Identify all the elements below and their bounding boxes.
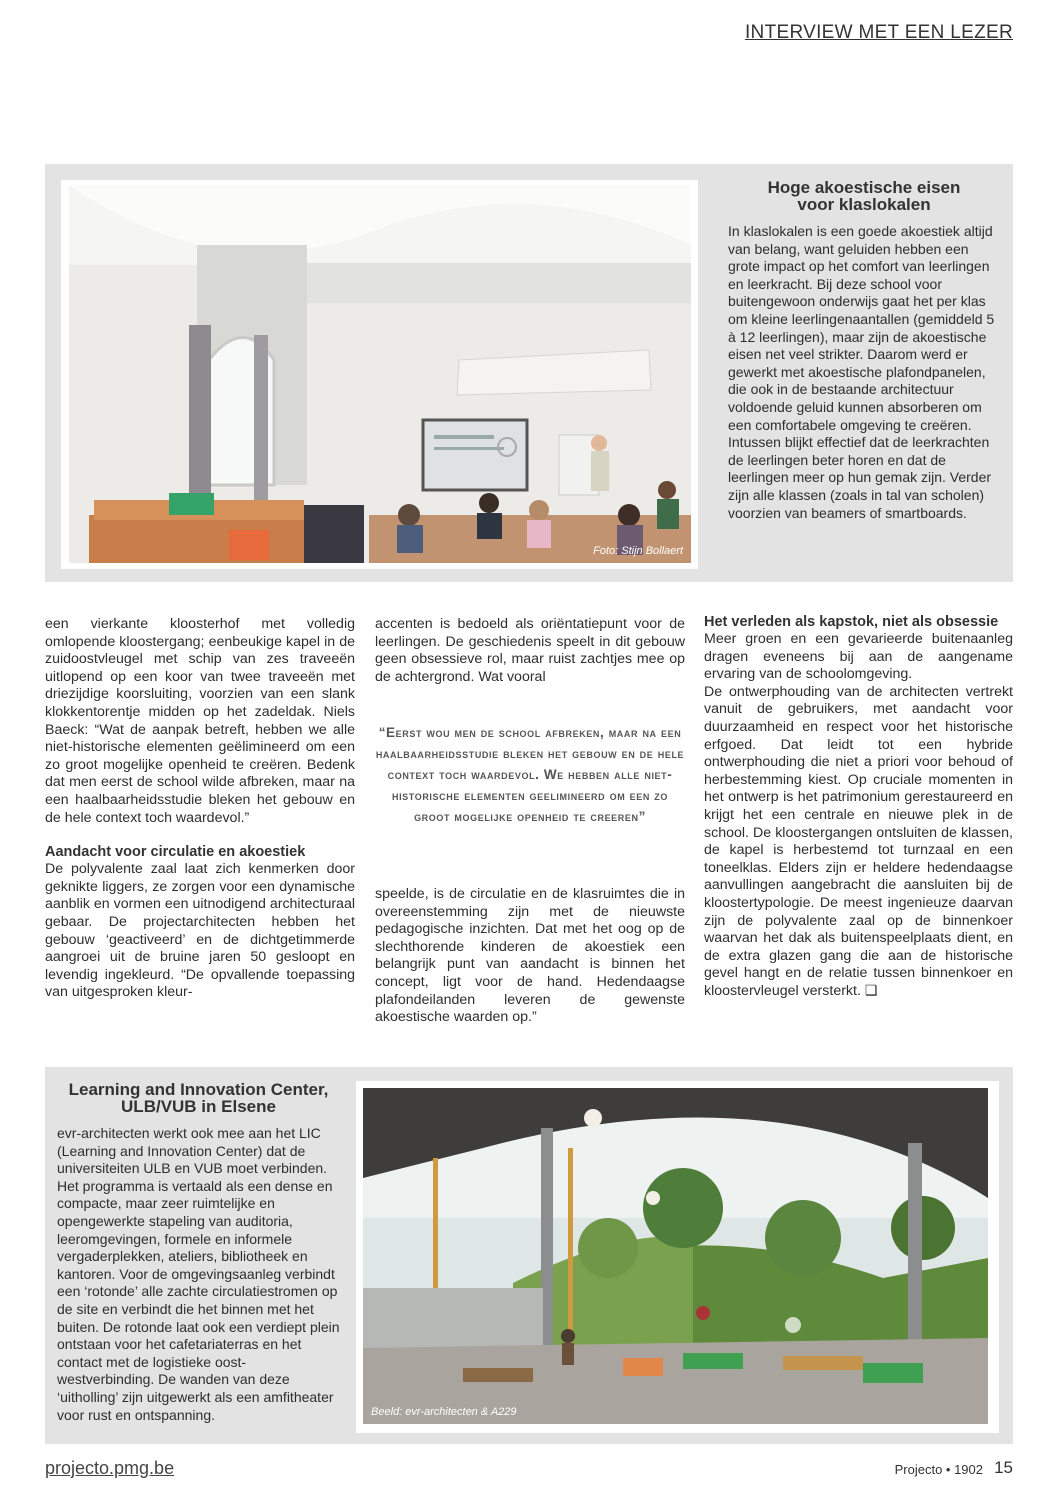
acoustics-box-title [728,179,1000,213]
acoustics-title-line-1: Hoge akoestische eisen [767,178,961,197]
photo-credit: Foto: Stijn Bollaert [593,545,683,557]
column-3-paragraph-2 [704,684,1013,1001]
circulation-heading: Aandacht voor circulatie en akoestiek [45,844,306,861]
page-number: 15 [994,1458,1013,1477]
end-mark: ❑ [864,982,878,999]
acoustics-title-line-2: voor klaslokalen [797,195,931,214]
classroom-photo [69,185,691,563]
lic-rendering-frame [356,1081,999,1433]
column-3 [704,614,1013,1000]
lic-title-line-2: ULB/VUB in Elsene [121,1097,276,1116]
column-2-paragraph-1: accenten is bedoeld als oriëntatiepunt voor de leerlingen. De geschiedenis speelt in dit gebouw geen obsessieve rol, maar ruist zachtjes mee op de achtergrond. Wat vooral [375,616,685,685]
past-heading: Het verleden als kapstok, niet als obsessie [704,614,999,630]
column-3-paragraph-2-text: De ontwerphouding van de architecten vertrekt vanuit de gebruikers, met aandacht voor duurzaamheid en respect voor het historische erfgoed. Dat leidt tot een hybride ontwerphouding die niet a priori voor behoud of herbestemming kiest. Op cruciale momenten in het ontwerp is het patrimonium gerestaureerd en krijgt het een centrale en nieuwe plek in de school. De kloostergangen ontsluiten de klassen, de kapel is herbestemd tot turnzaal en een toneelklas. Elders zijn er heldere hedendaagse aanvullingen aangebracht die aansluiten bij de kloostertypologie. De meest ingenieuze daarvan zijn de polyvalente zaal op de binnenkoer waarvan het dak als buitenspeelplaats dient, en de extra glazen gang die aan de historische gevel hangt en de relatie tussen binnenkoer en kloostervleugel versterkt. [704,683,1013,999]
column-1-paragraph-2: De polyvalente zaal laat zich kenmerken door geknikte liggers, ze zorgen voor een dynamische aanblik en vormen een uitnodigend architecturaal gebaar. De projectarchitecten hebben het gebouw ‘geactiveerd’ en de dichtgetimmerde aangroei uit de bruine jaren 50 gesloopt en levendig ingekleurd. “De opvallende toepassing van uitgesproken kleur- [45,861,355,1001]
classroom-photo-frame [61,180,698,569]
magazine-issue: Projecto • 1902 [894,1462,983,1477]
bottom-feature-panel [45,1067,1013,1444]
lic-title-line-1: Learning and Innovation Center, [68,1080,329,1099]
lic-rendering [363,1088,988,1424]
column-2-paragraph-2: speelde, is de circulatie en de klasruimtes die in overeenstemming zijn met de nieuwste pedagogische inzichten. Dat met het oog op de slechthorende kinderen de akoestiek een belangrijk punt van aandacht is binnen het concept, ligt voor de hand. Hedendaagse plafondeilanden leveren de gewenste akoestische waarden op.” [375,886,685,1026]
website-link[interactable]: projecto.pmg.be [45,1458,175,1478]
column-1 [45,616,355,1002]
lic-box-title [57,1081,340,1115]
rendering-credit: Beeld: evr-architecten & A229 [371,1406,517,1418]
lic-box-text: evr-architecten werkt ook mee aan het LIC (Learning and Innovation Center) dat de universiteiten ULB en VUB moet verbinden. Het programma is vertaald als een dense en compacte, maar zeer ruimtelijke en opengewerkte stapeling van auditoria, leeromgevingen, formele en informele vergaderplekken, ateliers, bibliotheek en kantoren. Voor de omgevingsaanleg verbindt een ‘rotonde’ alle zachte circulatiestromen op de site en verbindt die het binnen met het buiten. De rotonde laat ook een verdiept plein ontstaan voor het cafetariaterras en het contact met de logistieke oost-westverbinding. De wanden van deze ‘uitholling’ zijn uitgewerkt als een amfitheater voor rust en ontspanning. [57,1125,340,1423]
acoustics-box-text: In klaslokalen is een goede akoestiek altijd van belang, want geluiden hebben een grote impact op het comfort van leerlingen en leerkracht. Bij deze school voor buitengewoon onderwijs gaat het per klas om kleine leerlingenaantallen (gemiddeld 5 à 12 leerlingen), maar zijn de akoestische eisen net veel strikter. Daarom werd er gewerkt met akoestische plafondpanelen, die ook in de bestaande architectuur voldoende geluid kunnen absorberen om een comfortabele omgeving te creëren. Intussen blijkt effectief dat de leerkrachten de leerlingen beter horen en dat de leerlingen meer op hun gemak zijn. Verder zijn alle klassen (zoals in tal van scholen) voorzien van beamers of smartboards. [728,223,995,521]
column-3-paragraph-1: Meer groen en een gevarieerde buitenaanleg dragen eveneens bij aan de aangename ervaring van de schoolomgeving. [704,631,1013,683]
section-header: INTERVIEW MET EEN LEZER [744,22,1013,43]
acoustics-box [728,179,1000,522]
column-2-lower [375,886,685,1027]
column-2 [375,616,685,686]
top-feature-panel [45,164,1013,582]
column-1-paragraph-1: een vierkante kloosterhof met volledig omlopende kloostergang; eenbeukige kapel in de zuidoostvleugel met schip van zes traveeën uitlopend op een koor van twee traveeën met driezijdige koorsluiting, voorzien van een slank klokkentorentje midden op het zadeldak. Niels Baeck: “Wat de aanpak betreft, hebben we alle niet-historische elementen geëlimineerd om een zo groot mogelijke openheid te creëren. Bedenk dat men eerst de school wilde afbreken, maar na een haalbaarheidsstudie bleken het gebouw en de hele context toch waardevol.” [45,616,355,826]
lic-box [57,1081,340,1424]
pull-quote: “Eerst wou men de school afbreken, maar na een haalbaarheidsstudie bleken het gebouw en de hele context toch waardevol. We hebben alle niet-historische elementen geelimineerd om een zo groot mogelijke openheid te creeren” [375,725,685,824]
